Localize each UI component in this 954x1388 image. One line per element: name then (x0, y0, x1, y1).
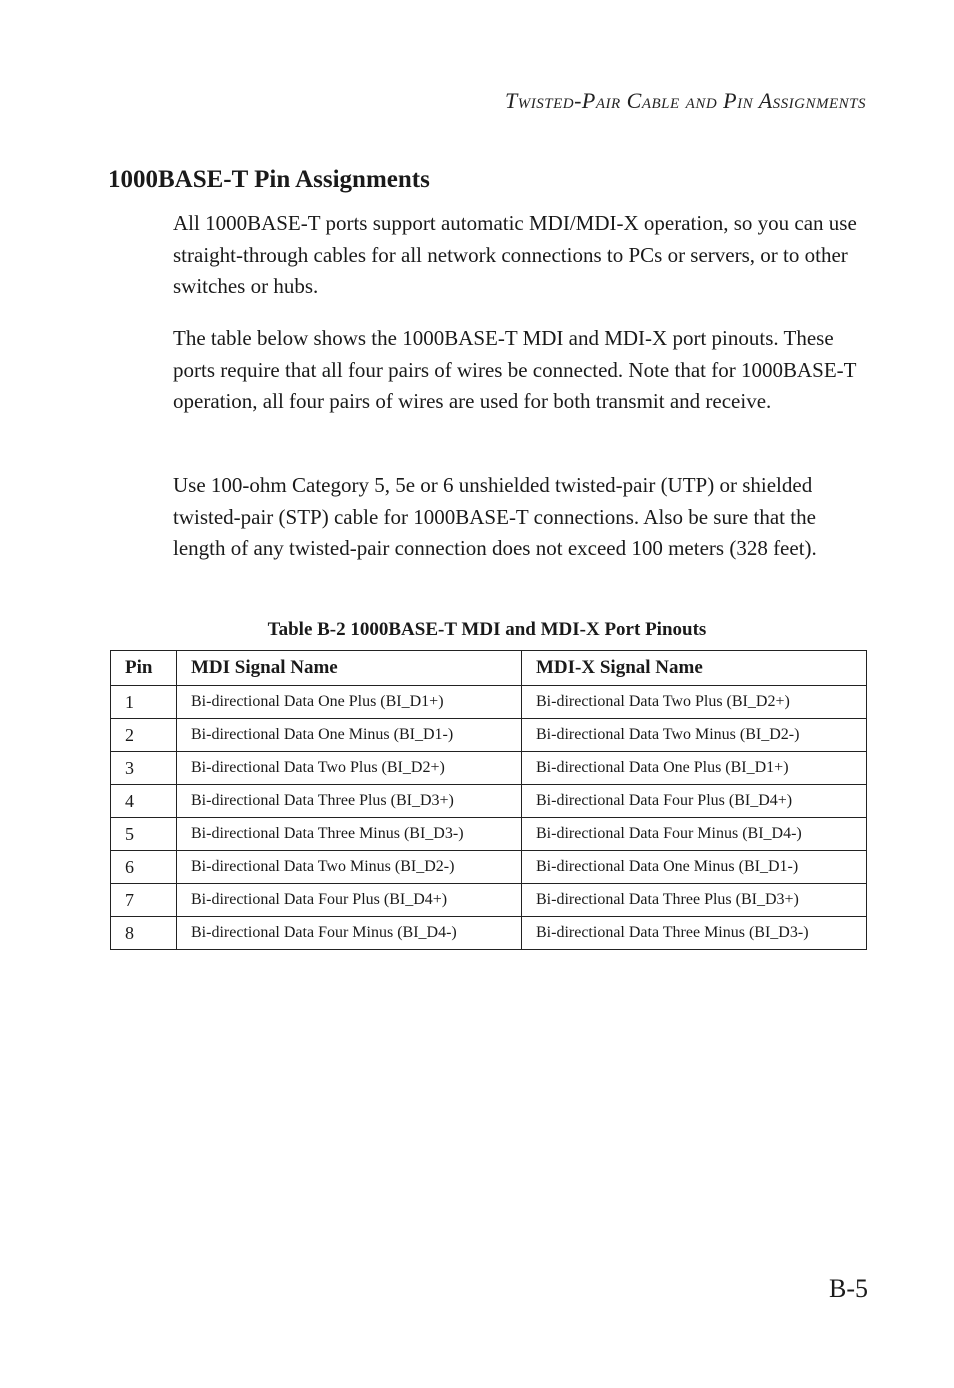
mdi-signal-cell: Bi-directional Data One Plus (BI_D1+) (177, 686, 522, 719)
pin-cell: 5 (111, 818, 177, 851)
header-mdix-signal: MDI-X Signal Name (522, 651, 867, 686)
pin-cell: 6 (111, 851, 177, 884)
mdi-signal-cell: Bi-directional Data Two Minus (BI_D2-) (177, 851, 522, 884)
mdi-signal-cell: Bi-directional Data Three Plus (BI_D3+) (177, 785, 522, 818)
pin-cell: 3 (111, 752, 177, 785)
header-pin: Pin (111, 651, 177, 686)
mdix-signal-cell: Bi-directional Data Four Plus (BI_D4+) (522, 785, 867, 818)
table-row (111, 851, 867, 884)
table-row (111, 785, 867, 818)
header-mdi-signal: MDI Signal Name (177, 651, 522, 686)
mdix-signal-cell: Bi-directional Data One Plus (BI_D1+) (522, 752, 867, 785)
paragraph-cable-requirements: Use 100-ohm Category 5, 5e or 6 unshielded twisted-pair (UTP) or shielded twisted-pair (STP) cable for 1000BASE-T connections. Also be sure that the length of any twisted-pair connection does not exceed 100 meters (328 feet). (173, 473, 817, 560)
table-row (111, 917, 867, 950)
pin-cell: 1 (111, 686, 177, 719)
pin-cell: 8 (111, 917, 177, 950)
mdi-signal-cell: Bi-directional Data Four Minus (BI_D4-) (177, 917, 522, 950)
mdix-signal-cell: Bi-directional Data Three Plus (BI_D3+) (522, 884, 867, 917)
pinout-table (110, 650, 867, 950)
table-row (111, 686, 867, 719)
mdix-signal-cell: Bi-directional Data One Minus (BI_D1-) (522, 851, 867, 884)
table-row (111, 884, 867, 917)
pin-cell: 2 (111, 719, 177, 752)
section-title: 1000BASE-T Pin Assignments (108, 166, 430, 193)
mdix-signal-cell: Bi-directional Data Three Minus (BI_D3-) (522, 917, 867, 950)
table-row (111, 752, 867, 785)
table-caption: Table B-2 1000BASE-T MDI and MDI-X Port Pinouts (267, 619, 707, 640)
mdi-signal-cell: Bi-directional Data Three Minus (BI_D3-) (177, 818, 522, 851)
mdix-signal-cell: Bi-directional Data Two Minus (BI_D2-) (522, 719, 867, 752)
pin-cell: 7 (111, 884, 177, 917)
paragraph-mdi-support: All 1000BASE-T ports support automatic MDI/MDI-X operation, so you can use straight-through cables for all network connections to PCs or servers, or to other switches or hubs. (173, 211, 857, 298)
mdix-signal-cell: Bi-directional Data Four Minus (BI_D4-) (522, 818, 867, 851)
mdi-signal-cell: Bi-directional Data One Minus (BI_D1-) (177, 719, 522, 752)
table-row (111, 818, 867, 851)
mdix-signal-cell: Bi-directional Data Two Plus (BI_D2+) (522, 686, 867, 719)
paragraph-pinout-intro: The table below shows the 1000BASE-T MDI and MDI-X port pinouts. These ports require that all four pairs of wires be connected. Note that for 1000BASE-T operation, all four pairs of wires are used for both transmit and receive. (173, 326, 857, 413)
running-header: Twisted-Pair Cable and Pin Assignments (505, 88, 866, 113)
table-header-row (111, 651, 867, 686)
table-row (111, 719, 867, 752)
pin-cell: 4 (111, 785, 177, 818)
mdi-signal-cell: Bi-directional Data Two Plus (BI_D2+) (177, 752, 522, 785)
mdi-signal-cell: Bi-directional Data Four Plus (BI_D4+) (177, 884, 522, 917)
page-number: B-5 (829, 1274, 868, 1303)
